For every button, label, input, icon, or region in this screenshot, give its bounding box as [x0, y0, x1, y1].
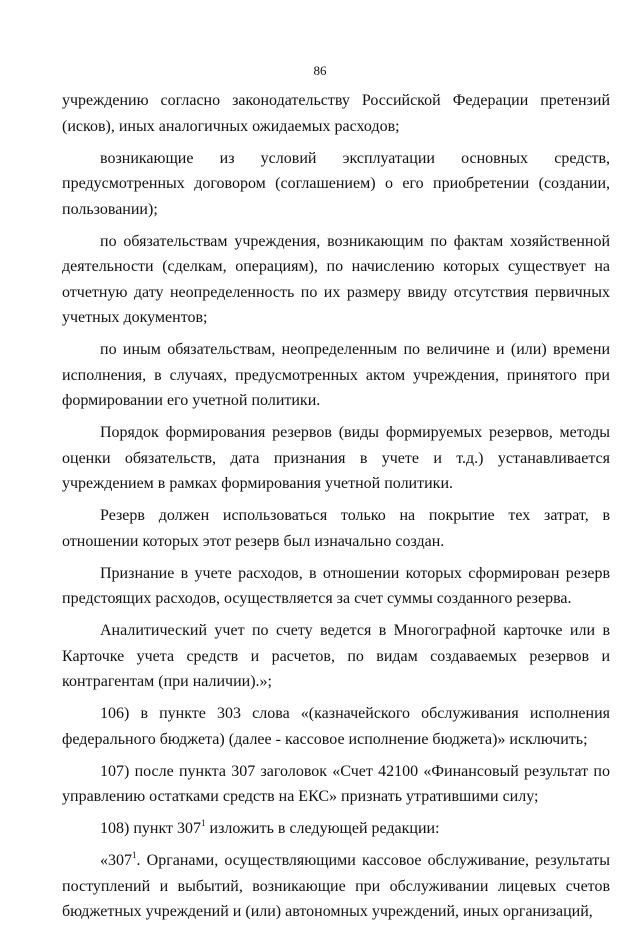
paragraph-11	[62, 816, 610, 842]
paragraph-3: по обязательствам учреждения, возникающим по фактам хозяйственной деятельности (сделкам, операциям), по начислению которых существует на отчетную дату неопределенность по их размеру ввиду отсутствия первичных учетных документов;	[62, 232, 610, 326]
paragraph-1: учреждению согласно законодательству Российской Федерации претензий (исков), иных аналогичных ожидаемых расходов;	[62, 92, 610, 135]
paragraph-11-start: 108) пункт 307	[100, 820, 202, 837]
paragraph-12	[62, 848, 610, 925]
paragraph-2: возникающие из условий эксплуатации основных средств, предусмотренных договором (соглашением) о его приобретении (создании, пользовании);	[62, 149, 610, 218]
document-body	[62, 88, 610, 931]
paragraph-6: Резерв должен использоваться только на покрытие тех затрат, в отношении которых этот резерв был изначально создан.	[62, 507, 610, 550]
paragraph-12-start: «307	[100, 852, 132, 869]
paragraph-5: Порядок формирования резервов (виды формируемых резервов, методы оценки обязательств, дата признания в учете и т.д.) устанавливается учреждением в рамках формирования учетной политики.	[62, 424, 610, 492]
paragraph-10: 107) после пункта 307 заголовок «Счет 42100 «Финансовый результат по управлению остатками средств на ЕКС» признать утратившими силу;	[62, 762, 610, 805]
paragraph-4: по иным обязательствам, неопределенным по величине и (или) времени исполнения, в случаях, предусмотренных актом учреждения, принятого при формировании его учетной политики.	[62, 341, 610, 409]
paragraph-7: Признание в учете расходов, в отношении которых сформирован резерв предстоящих расходов, осуществляется за счет суммы созданного резерва.	[62, 564, 610, 607]
paragraph-8: Аналитический учет по счету ведется в Многографной карточке или в Карточке учета средств и расчетов, по видам создаваемых резервов и контрагентам (при наличии).»;	[62, 622, 610, 690]
superscript: 1	[201, 817, 206, 828]
paragraph-12-end: . Органами, осуществляющими кассовое обслуживание, результаты поступлений и выбытий, возникающие при обслуживании лицевых счетов бюджетных учреждений и (или) автономных учреждений, иных организаций,	[62, 852, 610, 920]
paragraph-9: 106) в пункте 303 слова «(казначейского обслуживания исполнения федерального бюджета) (далее - кассовое исполнение бюджета)» исключить;	[62, 705, 610, 748]
superscript: 1	[132, 849, 137, 860]
paragraph-11-end: изложить в следующей редакции:	[205, 820, 440, 837]
page-number: 86	[313, 63, 327, 78]
